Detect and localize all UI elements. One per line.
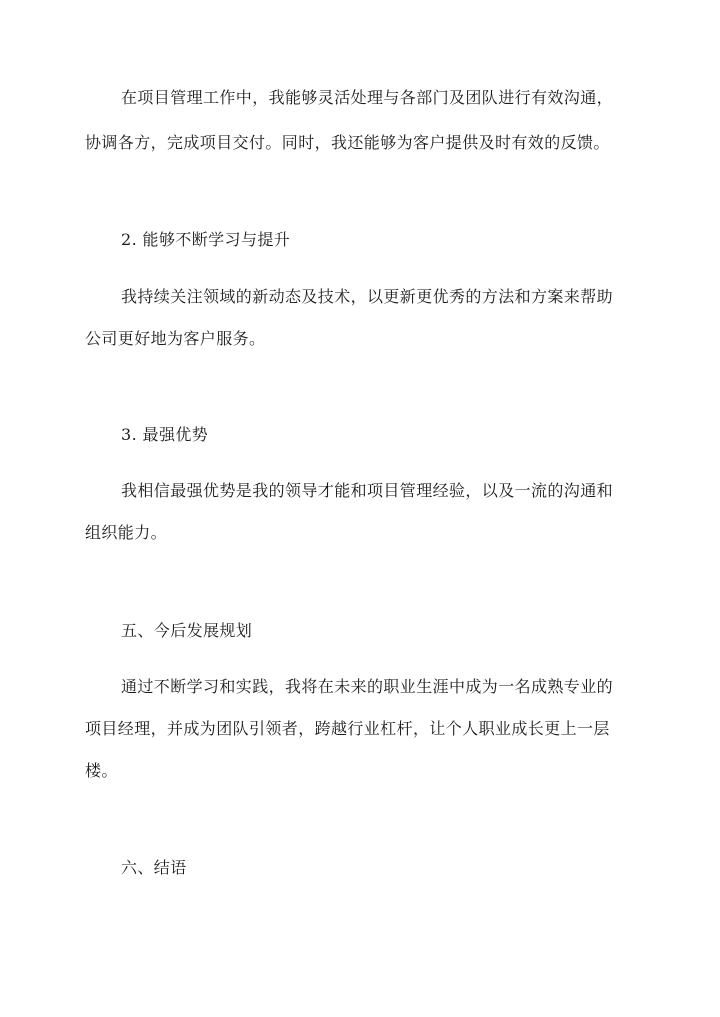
section-heading: 五、今后发展规划 <box>121 621 253 640</box>
paragraph-line: 我相信最强优势是我的领导才能和项目管理经验，以及一流的沟通和 <box>121 481 614 500</box>
paragraph-line: 在项目管理工作中，我能够灵活处理与各部门及团队进行有效沟通， <box>121 88 614 107</box>
paragraph-line: 楼。 <box>85 761 118 780</box>
section-heading: 2. 能够不断学习与提升 <box>121 230 291 249</box>
paragraph-line: 公司更好地为客户服务。 <box>85 329 266 348</box>
section-heading: 六、结语 <box>121 858 187 877</box>
paragraph-line: 我持续关注领域的新动态及技术，以更新更优秀的方法和方案来帮助 <box>121 287 614 306</box>
paragraph-line: 组织能力。 <box>85 523 168 542</box>
section-heading: 3. 最强优势 <box>121 425 209 444</box>
paragraph-line: 项目经理，并成为团队引领者，跨越行业杠杆，让个人职业成长更上一层 <box>85 719 610 738</box>
paragraph-line: 通过不断学习和实践，我将在未来的职业生涯中成为一名成熟专业的 <box>121 677 614 696</box>
paragraph-line: 协调各方，完成项目交付。同时，我还能够为客户提供及时有效的反馈。 <box>85 133 610 152</box>
